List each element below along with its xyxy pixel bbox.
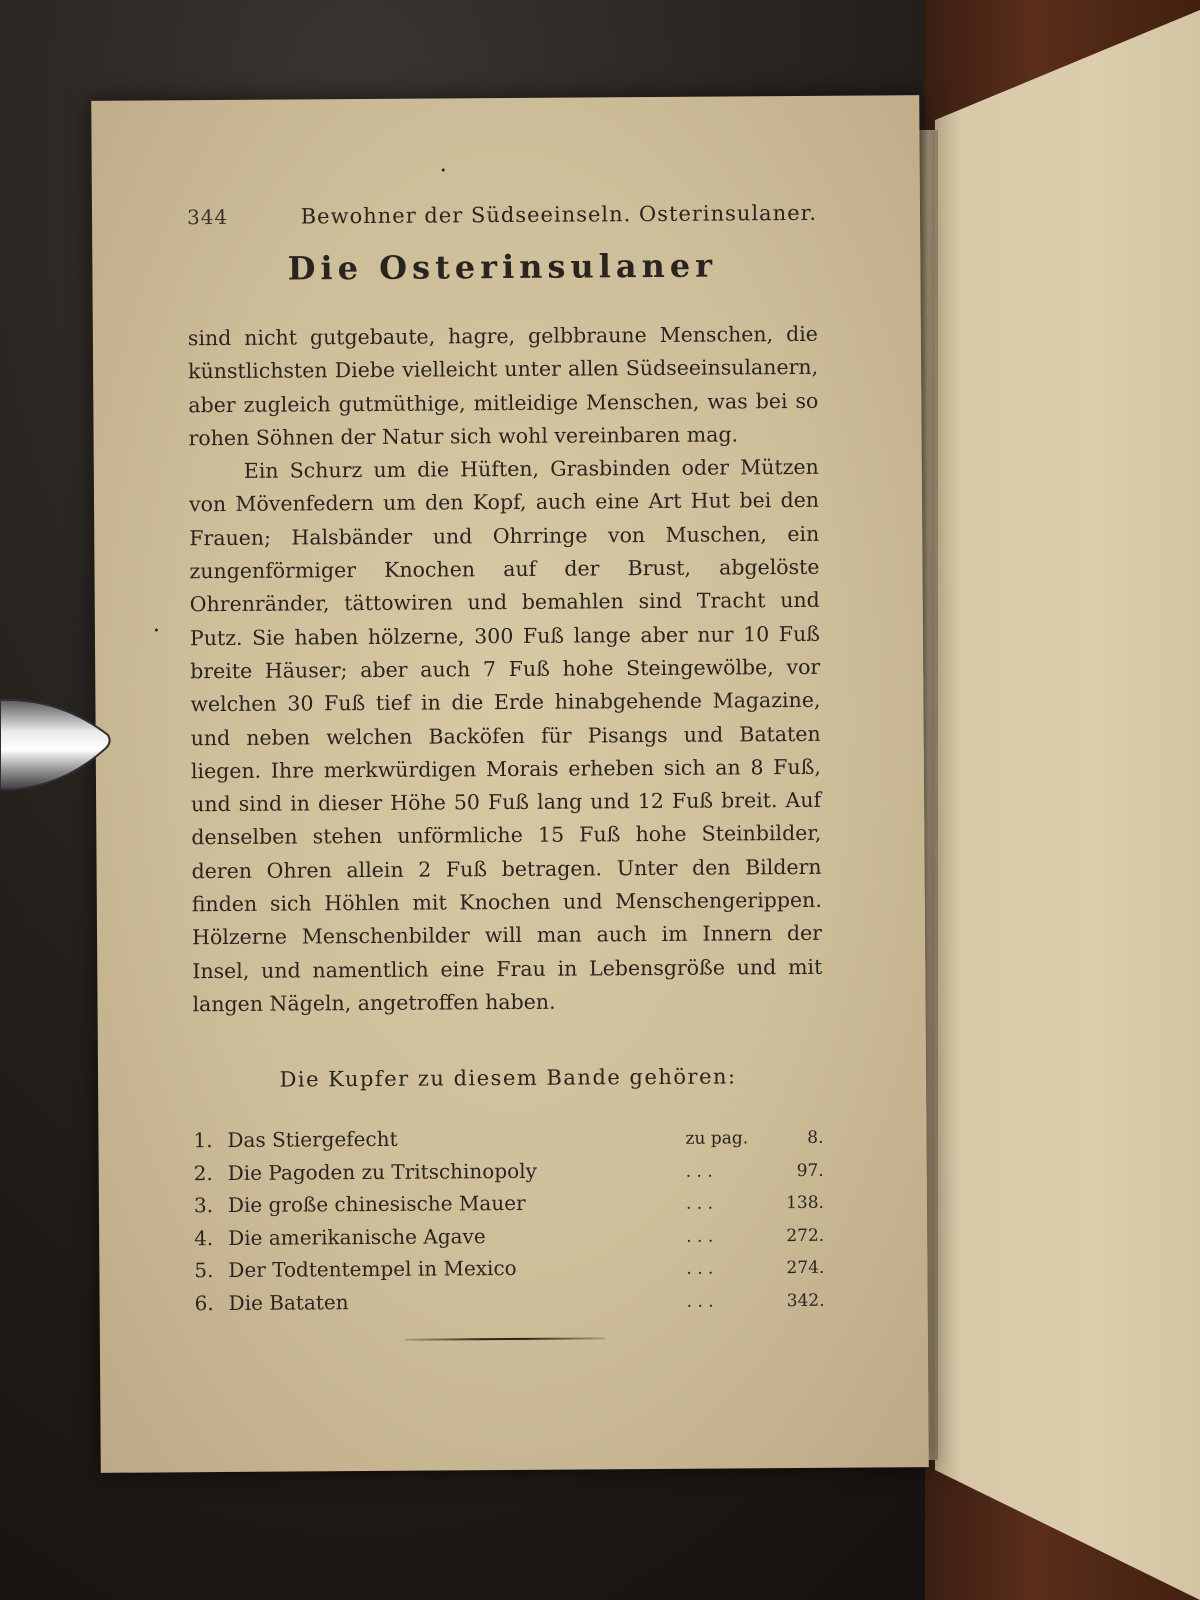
plate-number: 6.	[194, 1290, 214, 1315]
plate-entry	[194, 1251, 824, 1288]
paragraph: Ein Schurz um die Hüften, Grasbinden oder Mützen von Mövenfedern um den Kopf, auch eine Art Hut bei den Frauen; Halsbänder und Ohrringe von Muschen, ein zungenförmiger Knochen auf der Brust, abgelöste Ohrenränder, tättowiren und bemahlen sind Tracht und Putz. Sie haben hölzerne, 300 Fuß lange aber nur 10 Fuß breite Häuser; aber auch 7 Fuß hohe Steingewölbe, vor welchen 30 Fuß tief in die Erde hinabgehende Magazine, und neben welchen Backöfen für Pisangs und Bataten liegen. Ihre merkwürdigen Morais erheben sich an 8 Fuß, und sind in dieser Höhe 50 Fuß lang und 12 Fuß breit. Auf denselben stehen unförmliche 15 Fuß hohe Steinbilder, deren Ohren allein 2 Fuß betragen. Unter den Bildern finden sich Höhlen mit Knochen und Menschengerippen. Hölzerne Menschenbilder will man auch im Innern der Insel, und namentlich eine Frau in Lebensgröße und mit langen Nägeln, angetroffen haben.	[188, 455, 823, 1017]
plate-number: 4.	[194, 1225, 214, 1250]
plate-entry	[193, 1121, 823, 1158]
plate-page: 342.	[786, 1290, 825, 1311]
plate-title: Die Bataten	[228, 1289, 349, 1315]
plate-dots: . . .	[685, 1161, 713, 1182]
plate-number: 3.	[193, 1193, 214, 1218]
ink-speck	[442, 168, 445, 171]
plate-entry	[194, 1186, 824, 1223]
plate-number: 1.	[193, 1128, 213, 1153]
plate-entry	[195, 1283, 825, 1320]
plate-page: 274.	[786, 1257, 825, 1279]
plate-title: Die amerikanische Agave	[228, 1223, 486, 1250]
running-head-text: Bewohner der Südseeinseln. Osterinsulaner.	[300, 200, 818, 229]
plate-dots: . . .	[686, 1226, 714, 1247]
plate-number: 5.	[194, 1258, 214, 1283]
ink-speck	[155, 628, 158, 631]
plate-page: 97.	[796, 1160, 824, 1181]
clip-shape	[0, 690, 115, 800]
plate-title: Die Pagoden zu Tritschinopoly	[227, 1158, 537, 1185]
page-number: 344	[186, 204, 229, 230]
plate-title: Das Stiergefecht	[227, 1126, 398, 1152]
plate-page: 138.	[786, 1192, 825, 1214]
plate-title: Die große chinesische Mauer	[227, 1190, 526, 1217]
running-head	[187, 201, 817, 229]
plate-ref-label: zu pag.	[685, 1128, 749, 1149]
plate-number: 2.	[193, 1160, 213, 1185]
book-page	[91, 95, 929, 1473]
plate-entry	[194, 1153, 824, 1190]
plate-dots: . . .	[685, 1193, 714, 1214]
closing-rule	[405, 1337, 605, 1340]
plate-entry	[194, 1218, 824, 1255]
body-text	[188, 318, 823, 1022]
plates-list	[193, 1121, 824, 1320]
plate-dots: . . .	[686, 1258, 714, 1279]
facing-page	[935, 10, 1200, 1600]
page-clip	[0, 690, 115, 800]
plate-dots: . . .	[686, 1291, 714, 1312]
plate-page: 272.	[786, 1225, 825, 1246]
plate-title: Der Todtentempel in Mexico	[228, 1255, 517, 1282]
chapter-title: Die Osterinsulaner	[287, 246, 718, 288]
paragraph: sind nicht gutgebaute, hagre, gelbbraune Menschen, die künstlichsten Diebe vielleicht unter allen Südseeinsulanern, aber zugleich gutmüthige, mitleidige Menschen, was bei so rohen Söhnen der Natur sich wohl vereinbaren mag.	[187, 321, 819, 451]
plate-page: 8.	[807, 1127, 824, 1148]
plates-heading: Die Kupfer zu diesem Bande gehören:	[279, 1064, 737, 1092]
